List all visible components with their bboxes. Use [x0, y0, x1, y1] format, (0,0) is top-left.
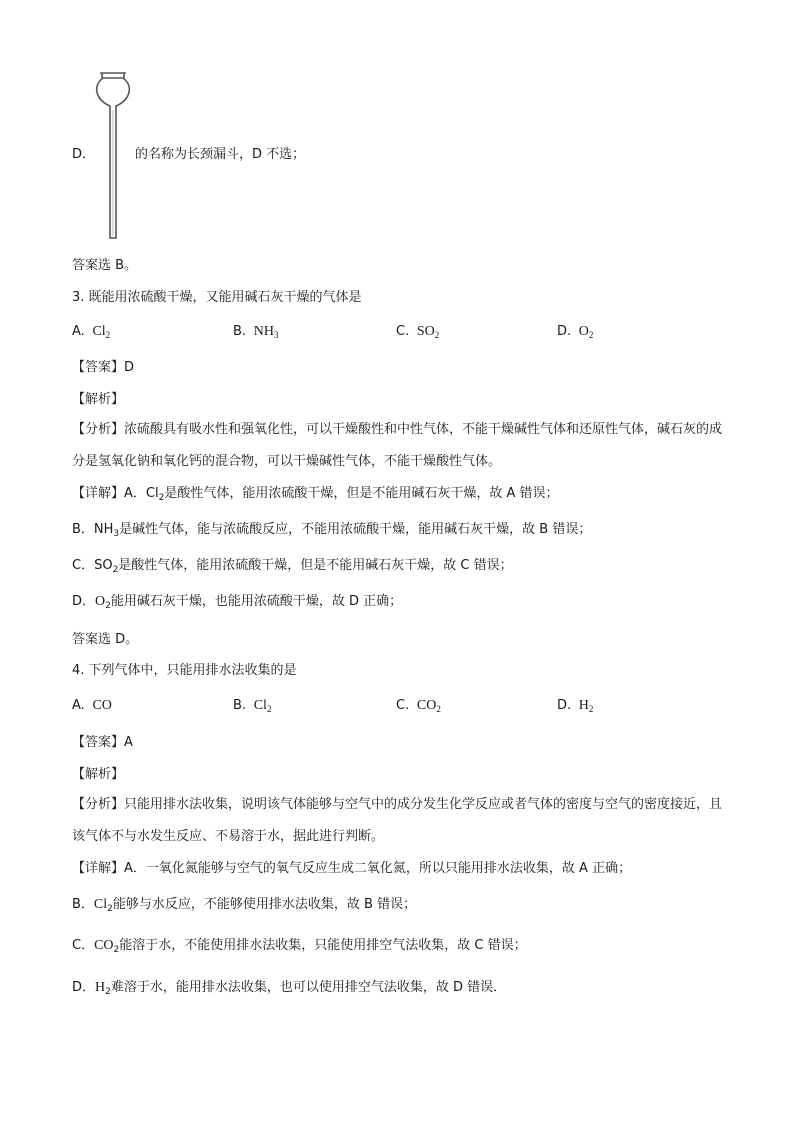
q3-final-answer: 答案选 D。 [72, 632, 139, 647]
answer-value: D [124, 360, 135, 375]
answer-tag: 【答案】 [72, 735, 125, 750]
option-text: 的名称为长颈漏斗，D 不选； [135, 147, 306, 162]
q3-detail-b: B．$NH_3$是碱性气体，能与浓硫酸反应，不能用浓硫酸干燥，能用碱石灰干燥，故 B 错误； [72, 522, 592, 539]
q4-option-b[interactable] [233, 697, 271, 715]
option-label: C. [396, 324, 410, 339]
q3-option-d[interactable] [557, 323, 593, 341]
answer-tag: 【答案】 [72, 360, 125, 375]
option-label: D. [557, 324, 572, 339]
option-letter: D． [72, 147, 96, 162]
q4-detail-c: C．$CO_2$能溶于水，不能使用排水法收集，只能使用排空气法收集，故 C 错误； [72, 938, 527, 955]
option-formula: $CO_2$ [416, 698, 441, 714]
q4-option-c[interactable] [396, 697, 441, 715]
answer-value: A [124, 735, 133, 750]
fenxi-text: 浓硫酸具有吸水性和强氧化性，可以干燥酸性和中性气体，不能干燥碱性气体和还原性气体，碱石灰的成分是氢氧化钠和氧化钙的混合物，可以干燥碱性气体，不能干燥酸性气体。 [72, 422, 723, 469]
q3-detail-a: 【详解】A．$Cl_2$是酸性气体，能用浓硫酸干燥，但是不能用碱石灰干燥，故 A 错误； [72, 486, 559, 503]
option-formula: $NH_3$ [253, 324, 279, 340]
q4-detail-b: B．$Cl_2$能够与水反应，不能够使用排水法收集，故 B 错误； [72, 897, 417, 914]
option-label: C. [396, 698, 410, 713]
option-label: D. [557, 698, 572, 713]
q4-option-d[interactable] [557, 697, 593, 715]
option-d-funnel-line [72, 146, 734, 164]
option-label: B. [233, 698, 247, 713]
option-label: B. [233, 324, 247, 339]
q4-answer [72, 734, 734, 752]
q3-stem: 3. 既能用浓硫酸干燥，又能用碱石灰干燥的气体是 [72, 290, 362, 305]
q3-analysis-tag: 【解析】 [72, 392, 125, 407]
q3-option-a[interactable] [72, 323, 110, 341]
option-label: A. [72, 698, 85, 713]
q4-stem: 4. 下列气体中，只能用排水法收集的是 [72, 663, 297, 678]
q3-fenxi [72, 414, 734, 478]
q3-answer [72, 359, 734, 377]
option-label: A. [72, 324, 85, 339]
q3-option-c[interactable] [396, 323, 439, 341]
fenxi-tag: 【分析】 [72, 797, 125, 812]
q3-option-b[interactable] [233, 323, 278, 341]
q2-final-answer: 答案选 B。 [72, 258, 138, 273]
q4-detail-a: 【详解】A．一氧化氮能够与空气的氧气反应生成二氧化氮，所以只能用排水法收集，故 A 正确； [72, 861, 632, 876]
q3-detail-d: D．$O_2$能用碱石灰干燥，也能用浓硫酸干燥，故 D 正确； [72, 594, 403, 611]
q4-analysis-tag: 【解析】 [72, 767, 125, 782]
detail-tag: 【详解】 [72, 486, 125, 501]
detail-tag: 【详解】 [72, 861, 125, 876]
q3-detail-c: C．$SO_2$是酸性气体，能用浓硫酸干燥，但是不能用碱石灰干燥，故 C 错误； [72, 558, 513, 575]
option-formula: $Cl_2$ [253, 698, 272, 714]
option-formula: CO [92, 698, 112, 713]
q4-detail-d: D．$H_2$难溶于水，能用排水法收集，也可以使用排空气法收集，故 D 错误． [72, 980, 507, 997]
fenxi-tag: 【分析】 [72, 422, 125, 437]
option-formula: $Cl_2$ [92, 324, 111, 340]
q4-fenxi [72, 789, 734, 853]
fenxi-text: 只能用排水法收集，说明该气体能够与空气中的成分发生化学反应或者气体的密度与空气的密度接近，且该气体不与水发生反应、不易溶于水，据此进行判断。 [72, 797, 723, 844]
option-formula: $O_2$ [578, 324, 594, 340]
option-formula: $SO_2$ [416, 324, 440, 340]
q4-option-a[interactable] [72, 697, 112, 715]
option-formula: $H_2$ [578, 698, 594, 714]
